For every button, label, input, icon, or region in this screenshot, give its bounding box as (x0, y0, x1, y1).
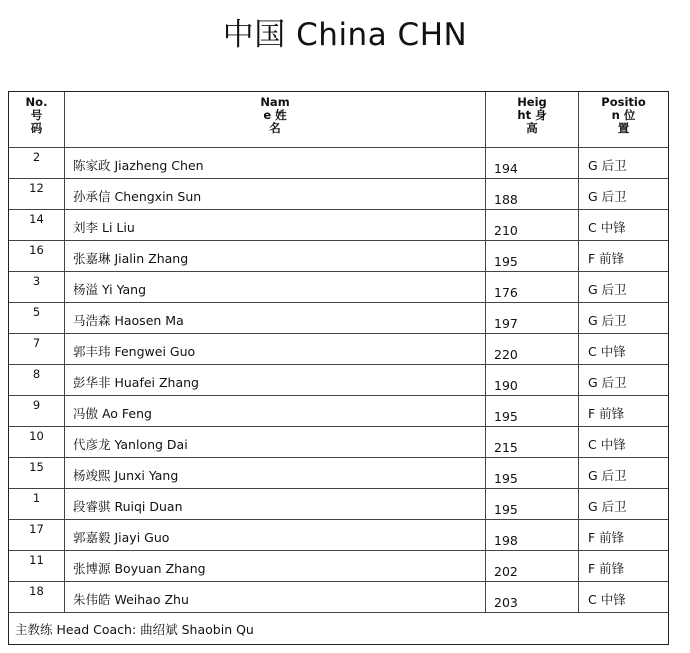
player-number: 17 (9, 520, 65, 550)
player-name: 朱伟皓 Weihao Zhu (65, 582, 486, 612)
player-number: 7 (9, 334, 65, 364)
page-title: 中国 China CHN (222, 17, 468, 53)
player-position: C 中锋 (588, 592, 626, 607)
header-name: Nam e 姓 名 (65, 92, 486, 147)
player-name: 马浩森 Haosen Ma (65, 303, 486, 333)
table-header-row (9, 92, 668, 148)
table-row (9, 272, 668, 303)
player-number: 5 (9, 303, 65, 333)
player-number: 1 (9, 489, 65, 519)
player-height: 176 (486, 272, 579, 302)
player-number: 10 (9, 427, 65, 457)
player-name: 杨溢 Yi Yang (65, 272, 486, 302)
player-name: 代彦龙 Yanlong Dai (65, 427, 486, 457)
table-row (9, 303, 668, 334)
table-row (9, 396, 668, 427)
player-position: F 前锋 (588, 530, 625, 545)
player-height: 198 (486, 520, 579, 550)
player-position: G 后卫 (588, 189, 627, 204)
player-name: 孙承信 Chengxin Sun (65, 179, 486, 209)
head-coach-row: 主教练 Head Coach: 曲绍斌 Shaobin Qu (15, 621, 254, 637)
player-position: F 前锋 (588, 406, 625, 421)
player-name: 彭华非 Huafei Zhang (65, 365, 486, 395)
table-row (9, 241, 668, 272)
player-name: 段睿骐 Ruiqi Duan (65, 489, 486, 519)
table-row (9, 427, 668, 458)
player-height: 215 (486, 427, 579, 457)
table-row (9, 334, 668, 365)
player-number: 15 (9, 458, 65, 488)
player-height: 194 (486, 148, 579, 178)
player-number: 11 (9, 551, 65, 581)
player-height: 195 (486, 241, 579, 271)
table-row (9, 148, 668, 179)
player-position: G 后卫 (588, 313, 627, 328)
player-name: 陈家政 Jiazheng Chen (65, 148, 486, 178)
table-row (9, 179, 668, 210)
player-position: C 中锋 (588, 437, 626, 452)
header-number: No. 号 码 (9, 92, 65, 147)
player-name: 郭丰玮 Fengwei Guo (65, 334, 486, 364)
player-height: 190 (486, 365, 579, 395)
player-name: 冯傲 Ao Feng (65, 396, 486, 426)
table-row (9, 365, 668, 396)
player-name: 郭嘉毅 Jiayi Guo (65, 520, 486, 550)
player-position: G 后卫 (588, 499, 627, 514)
table-row (9, 489, 668, 520)
table-row (9, 210, 668, 241)
player-position: C 中锋 (588, 220, 626, 235)
player-height: 203 (486, 582, 579, 612)
player-position: F 前锋 (588, 251, 625, 266)
player-name: 刘李 Li Liu (65, 210, 486, 240)
player-height: 197 (486, 303, 579, 333)
player-number: 2 (9, 148, 65, 178)
player-name: 张嘉琳 Jialin Zhang (65, 241, 486, 271)
roster-table (8, 91, 669, 645)
player-position: G 后卫 (588, 282, 627, 297)
player-height: 220 (486, 334, 579, 364)
header-position: Positio n 位 置 (601, 95, 646, 135)
player-position: G 后卫 (588, 375, 627, 390)
player-position: G 后卫 (588, 468, 627, 483)
table-row (9, 520, 668, 551)
player-position: G 后卫 (588, 158, 627, 173)
header-height: Heig ht 身 高 (486, 92, 579, 147)
table-row (9, 582, 668, 613)
table-row (9, 458, 668, 489)
player-position: C 中锋 (588, 344, 626, 359)
player-number: 9 (9, 396, 65, 426)
player-name: 杨竣熙 Junxi Yang (65, 458, 486, 488)
player-number: 8 (9, 365, 65, 395)
player-height: 210 (486, 210, 579, 240)
table-row (9, 551, 668, 582)
player-height: 195 (486, 458, 579, 488)
player-height: 195 (486, 396, 579, 426)
player-name: 张博源 Boyuan Zhang (65, 551, 486, 581)
player-number: 3 (9, 272, 65, 302)
player-number: 16 (9, 241, 65, 271)
player-number: 18 (9, 582, 65, 612)
player-position: F 前锋 (588, 561, 625, 576)
player-number: 14 (9, 210, 65, 240)
player-height: 202 (486, 551, 579, 581)
player-height: 188 (486, 179, 579, 209)
player-number: 12 (9, 179, 65, 209)
player-height: 195 (486, 489, 579, 519)
